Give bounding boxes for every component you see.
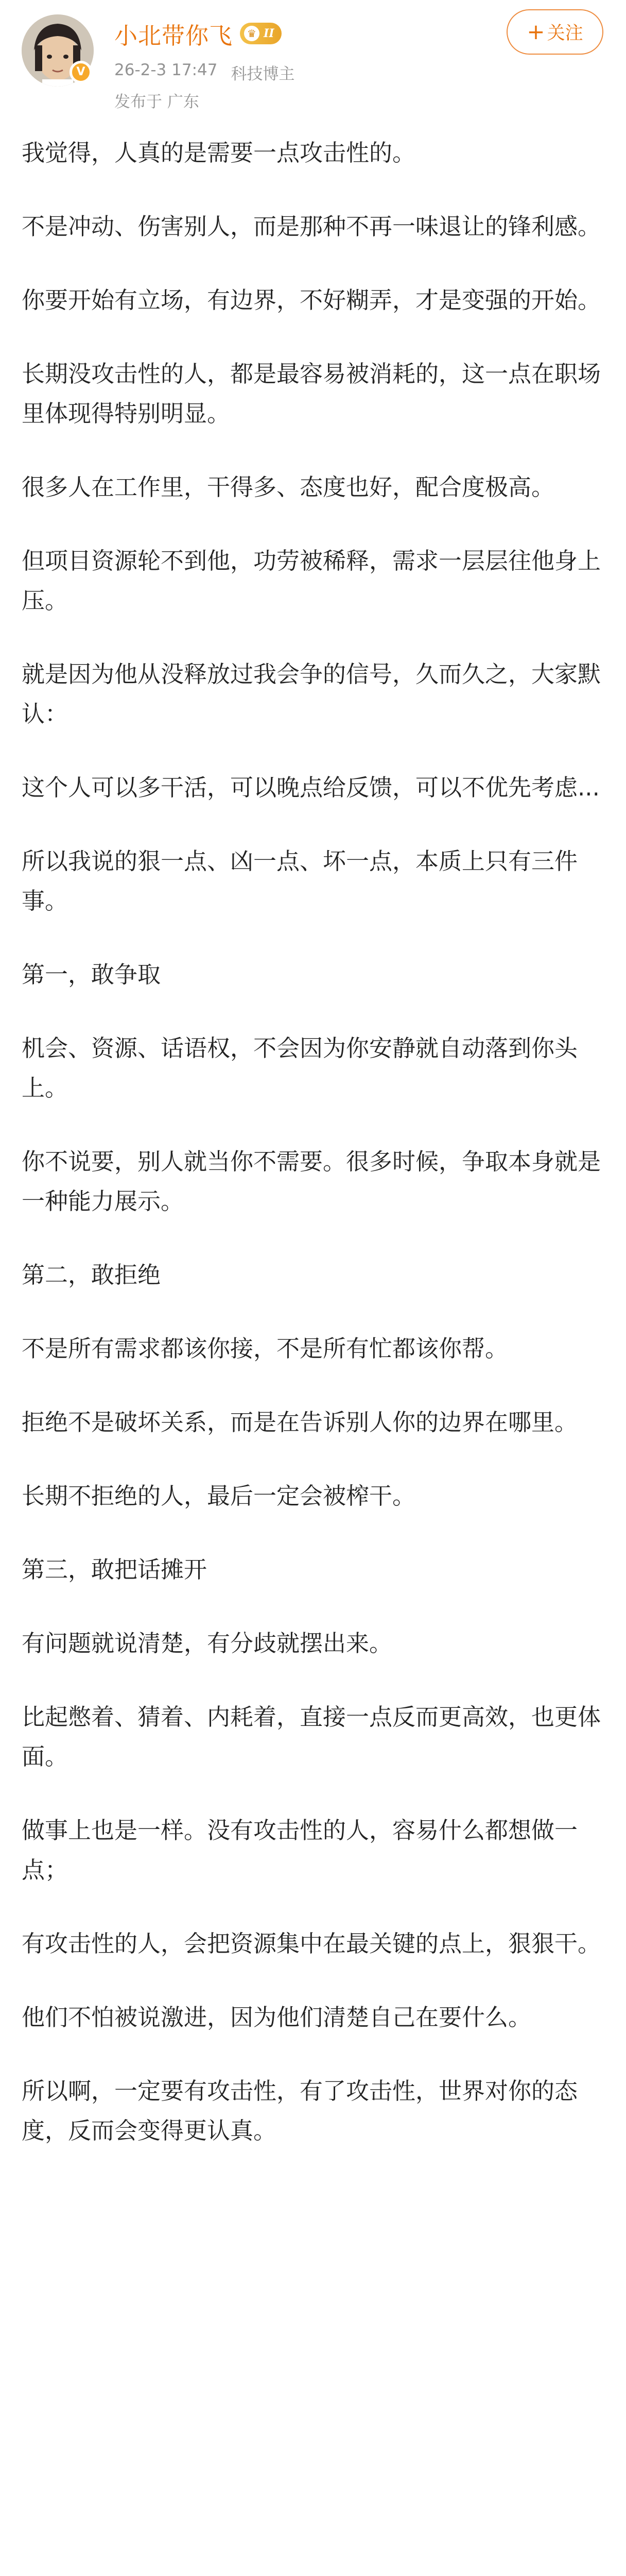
post-meta: [114, 61, 294, 84]
section-heading: 第二，敢拒绝: [22, 1261, 161, 1289]
paragraph: 所以我说的狠一点、凶一点、坏一点，本质上只有三件事。: [22, 848, 578, 914]
paragraph: 不是冲动、伤害别人，而是那种不再一味退让的锋利感。: [22, 213, 601, 240]
level-badge-text: II: [264, 27, 274, 40]
paragraph: 很多人在工作里，干得多、态度也好，配合度极高。: [22, 473, 555, 501]
paragraph: 所以啊，一定要有攻击性，有了攻击性，世界对你的态度，反而会变得更认真。: [22, 2077, 578, 2144]
post-body: [22, 133, 603, 2184]
paragraph: 机会、资源、话语权，不会因为你安静就自动落到你头上。: [22, 1035, 578, 1101]
post-location: 发布于 广东: [114, 93, 199, 111]
section-heading: 第三，敢把话摊开: [22, 1556, 207, 1583]
paragraph: 做事上也是一样。没有攻击性的人，容易什么都想做一点；: [22, 1817, 578, 1884]
follow-button[interactable]: [507, 9, 603, 55]
name-row: [114, 15, 282, 52]
author-category: 科技博主: [231, 65, 295, 83]
paragraph: 长期不拒绝的人，最后一定会被榨干。: [22, 1482, 416, 1510]
paragraph: 你不说要，别人就当你不需要。很多时候，争取本身就是一种能力展示。: [22, 1148, 601, 1215]
paragraph: 有攻击性的人，会把资源集中在最关键的点上，狠狠干。: [22, 1930, 601, 1957]
paragraph: 你要开始有立场，有边界，不好糊弄，才是变强的开始。: [22, 286, 601, 314]
paragraph: 有问题就说清楚，有分歧就摆出来。: [22, 1630, 393, 1657]
paragraph: 比起憋着、猜着、内耗着，直接一点反而更高效，也更体面。: [22, 1703, 601, 1770]
paragraph: 拒绝不是破坏关系，而是在告诉别人你的边界在哪里。: [22, 1409, 578, 1436]
section-heading: 第一，敢争取: [22, 961, 161, 988]
post-timestamp: 26-2-3 17:47: [114, 61, 218, 79]
verified-v-icon: V: [69, 61, 92, 83]
paragraph: 这个人可以多干活，可以晚点给反馈，可以不优先考虑...: [22, 774, 600, 801]
paragraph: 长期没攻击性的人，都是最容易被消耗的，这一点在职场里体现得特别明显。: [22, 360, 601, 427]
crown-icon: ♛: [244, 26, 259, 41]
paragraph: 不是所有需求都该你接，不是所有忙都该你帮。: [22, 1335, 509, 1362]
level-badge[interactable]: [240, 23, 282, 44]
post-header: [0, 0, 626, 118]
follow-button-label: 关注: [547, 23, 583, 44]
paragraph: 就是因为他从没释放过我会争的信号，久而久之，大家默认：: [22, 660, 601, 727]
paragraph: 但项目资源轮不到他，功劳被稀释，需求一层层往他身上压。: [22, 547, 601, 614]
username[interactable]: 小北带你飞: [114, 22, 233, 49]
paragraph: 他们不怕被说激进，因为他们清楚自己在要什么。: [22, 2004, 532, 2031]
paragraph: 我觉得，人真的是需要一点攻击性的。: [22, 139, 416, 166]
plus-icon: +: [527, 19, 545, 44]
